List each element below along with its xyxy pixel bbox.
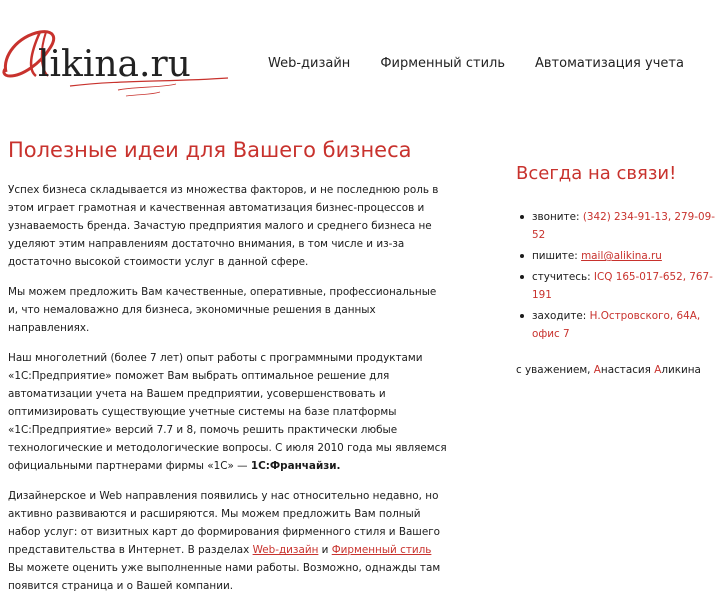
- corporate-style-link[interactable]: Фирменный стиль: [331, 544, 432, 556]
- paragraph-3: [8, 349, 448, 475]
- bullet-icon: [520, 314, 524, 318]
- contact-list: [516, 208, 716, 343]
- franchise-label: 1С:Франчайзи.: [250, 460, 341, 472]
- paragraph-1: Успех бизнеса складывается из множества факторов, и не последнюю роль в этом играет грамотная и качественная автоматизация бизнес-процессов и узнаваемость бренда. Зачастую предприятия малого и среднего бизнеса не уделяют этим направлениям достаточно внимания, в том числе и из-за достаточно высокой стоимости услуг в данной сфере.: [8, 184, 439, 268]
- nav-accounting-automation[interactable]: Автоматизация учета: [535, 56, 684, 71]
- name-initial-1: А: [593, 364, 601, 376]
- main-content: [8, 136, 448, 607]
- web-design-link[interactable]: Web-дизайн: [252, 544, 319, 556]
- contact-phone-value: (342) 234-91-13, 279-09-52: [532, 211, 715, 241]
- contact-address: [516, 307, 716, 343]
- sidebar: [516, 163, 716, 379]
- contact-icq: [516, 268, 716, 304]
- name-rest-1: настасия: [600, 364, 655, 376]
- contact-email-label: пишите:: [532, 250, 582, 262]
- bullet-icon: [520, 275, 524, 279]
- contact-email: [516, 247, 716, 265]
- paragraph-3-text: Наш многолетний (более 7 лет) опыт работы с программными продуктами «1С:Предприятие» поможет Вам выбрать оптимальное решение для автоматизации учета на Вашем предприятии, усовершенствовать и оптимизировать существующие учетные системы на базе платформы «1С:Предприятие» версий 7.7 и 8, помочь решить практически любые технологические и методологические вопросы. С июля 2010 года мы являемся официальными партнерами фирмы «1С» —: [8, 352, 447, 472]
- nav-corporate-style[interactable]: Фирменный стиль: [380, 56, 505, 71]
- paragraph-4-end: Вы можете оценить уже выполненные нами работы. Возможно, однажды там появится страница и о Вашей компании.: [8, 562, 441, 592]
- logo[interactable]: [0, 14, 240, 104]
- name-rest-2: ликина: [661, 364, 701, 376]
- regards-signature: [516, 361, 716, 379]
- regards-prefix: с уважением,: [516, 364, 594, 376]
- main-nav: [268, 56, 714, 71]
- name-initial-2: А: [654, 364, 662, 376]
- header: [0, 0, 727, 112]
- contact-phone: [516, 208, 716, 244]
- logo-text: likina.ru: [38, 44, 191, 85]
- contact-email-link[interactable]: mail@alikina.ru: [581, 250, 662, 262]
- contact-icq-label: стучитесь:: [532, 271, 594, 283]
- bullet-icon: [520, 215, 524, 219]
- paragraph-4-and: и: [318, 544, 332, 556]
- paragraph-4: [8, 487, 448, 595]
- bullet-icon: [520, 254, 524, 258]
- nav-web-design[interactable]: Web-дизайн: [268, 56, 351, 71]
- contact-phone-label: звоните:: [532, 211, 583, 223]
- contact-address-value: Н.Островского, 64А, офис 7: [532, 310, 701, 340]
- paragraph-2: Мы можем предложить Вам качественные, оперативные, профессиональные и, что немаловажно для бизнеса, экономичные решения в данных направлениях.: [8, 286, 437, 334]
- paragraph-4-text: Дизайнерское и Web направления появились у нас относительно недавно, но активно развиваются и расширяются. Мы можем предложить Вам полный набор услуг: от визитных карт до формирования фирменного стиля и Вашего представительства в Интернет. В разделах: [8, 490, 441, 556]
- contact-icq-value: ICQ 165-017-652, 767-191: [532, 271, 713, 301]
- sidebar-title: Всегда на связи!: [516, 163, 677, 184]
- page-title: Полезные идеи для Вашего бизнеса: [8, 138, 412, 162]
- contact-address-label: заходите:: [532, 310, 590, 322]
